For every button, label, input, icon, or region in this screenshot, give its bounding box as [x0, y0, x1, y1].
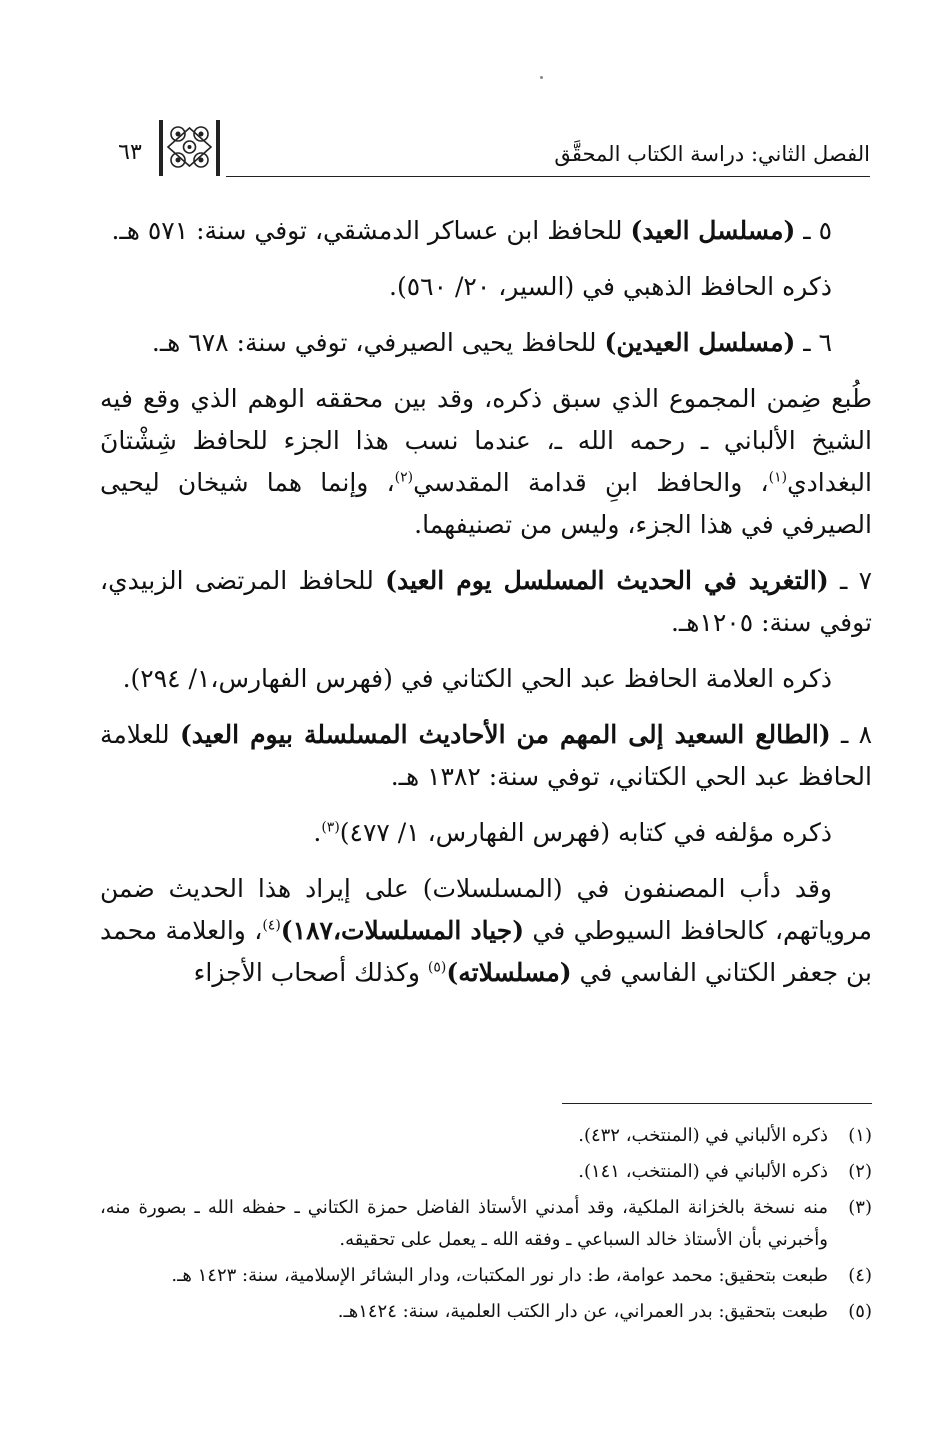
paragraph-text: ، وإنما هما شيخان ليحيى الصيرفي في هذا الجزء، وليس من تصنيفهما. [100, 468, 872, 539]
paragraph-text: طُبع ضِمن المجموع الذي سبق ذكره، وقد بين محققه الوهم الذي وقع فيه الشيخ الألباني ـ رحمه الله ـ، عندما نسب هذا الجزء للحافظ شِشْتانَ البغدادي [100, 384, 872, 497]
item-number: ٨ ـ [830, 720, 872, 749]
item-number: ٧ ـ [828, 566, 873, 595]
footnote-5 [100, 1296, 872, 1328]
paragraph-5 [100, 210, 872, 252]
paragraph-text: للحافظ ابن عساكر الدمشقي، توفي سنة: ٥٧١ هـ. [111, 216, 631, 245]
footnote-rule [562, 1103, 872, 1104]
main-text [100, 210, 872, 1008]
header-rule [226, 176, 870, 177]
footnote-ref-4[interactable]: (٤) [262, 917, 281, 934]
work-title: (جياد المسلسلات،١٨٧) [280, 916, 525, 945]
footnote-text: منه نسخة بالخزانة الملكية، وقد أمدني الأستاذ الفاضل حمزة الكتاني ـ حفظه الله ـ بصورة منه، وأخبرني بأن الأستاذ خالد السباعي ـ وفقه الله ـ يعمل على تحقيقه. [100, 1197, 828, 1250]
page-number: ٦٣ [118, 140, 142, 165]
paragraph-5-ref: ذكره الحافظ الذهبي في (السير، ٢٠/ ٥٦٠). [389, 272, 832, 301]
footnote-text: ذكره الألباني في (المنتخب، ١٤١). [578, 1161, 828, 1182]
footnote-2 [100, 1156, 872, 1188]
work-title: (مسلسل العيدين) [604, 328, 796, 357]
footnotes [100, 1120, 872, 1332]
item-number: ٦ ـ [795, 328, 832, 357]
paragraph-text: وقد دأب المصنفون في (المسلسلات) على إيراد هذا الحديث ضمن مروياتهم، كالحافظ السيوطي في [100, 874, 872, 945]
paragraph-8-ref [100, 812, 872, 854]
paragraph-text: للحافظ يحيى الصيرفي، توفي سنة: ٦٧٨ هـ. [151, 328, 605, 357]
paragraph-7 [100, 560, 872, 644]
work-title: (مسلسل العيد) [630, 216, 796, 245]
paragraph-7-ref: ذكره العلامة الحافظ عبد الحي الكتاني في (فهرس الفهارس،١/ ٢٩٤). [122, 664, 832, 693]
paragraph-8 [100, 714, 872, 798]
paragraph-6 [100, 322, 872, 364]
footnote-number: (٢) [848, 1161, 872, 1182]
chapter-title: الفصل الثاني: دراسة الكتاب المحقَّق [554, 142, 870, 166]
footnote-text: طبعت بتحقيق: محمد عوامة، ط: دار نور المكتبات، ودار البشائر الإسلامية، سنة: ١٤٢٣ هـ. [171, 1265, 828, 1286]
paragraph-text: ، والحافظ ابنِ قدامة المقدسي [413, 468, 769, 497]
footnote-4 [100, 1260, 872, 1292]
paragraph-text: وكذلك أصحاب الأجزاء [193, 958, 428, 987]
footnote-number: (١) [848, 1125, 872, 1146]
paragraph-text: للحافظ المرتضى الزبيدي، توفي سنة: ١٢٠٥هـ. [100, 566, 872, 637]
footnote-ref-5[interactable]: (٥) [427, 959, 447, 976]
footnote-1 [100, 1120, 872, 1152]
footnote-text: طبعت بتحقيق: بدر العمراني، عن دار الكتب العلمية، سنة: ١٤٢٤هـ. [337, 1301, 828, 1322]
paragraph-text: للعلامة الحافظ عبد الحي الكتاني، توفي سنة: ١٣٨٢ هـ. [100, 720, 872, 791]
paragraph-text: ذكره مؤلفه في كتابه (فهرس الفهارس، ١/ ٤٧٧) [339, 818, 832, 847]
paragraph-text: ، والعلامة محمد بن جعفر الكتاني الفاسي في [100, 916, 872, 987]
item-number: ٥ ـ [795, 216, 832, 245]
speck [540, 76, 543, 79]
paragraph-6-note [100, 378, 872, 546]
footnote-ref-3[interactable]: (٣) [321, 819, 340, 836]
running-head [108, 118, 870, 178]
ornament-icon [158, 120, 222, 176]
footnote-ref-1[interactable]: (١) [768, 469, 788, 486]
paragraph-text: . [313, 818, 322, 847]
footnote-number: (٤) [848, 1265, 872, 1286]
footnote-3 [100, 1192, 872, 1256]
work-title: (التغريد في الحديث المسلسل يوم العيد) [385, 566, 829, 595]
footnote-ref-2[interactable]: (٢) [394, 469, 414, 486]
work-title: (مسلسلاته) [446, 958, 572, 987]
footnote-text: ذكره الألباني في (المنتخب، ٤٣٢). [578, 1125, 828, 1146]
paragraph-closing [100, 868, 872, 994]
footnote-number: (٥) [848, 1301, 872, 1322]
footnote-number: (٣) [848, 1197, 872, 1218]
work-title: (الطالع السعيد إلى المهم من الأحاديث المسلسلة بيوم العيد) [179, 720, 831, 749]
